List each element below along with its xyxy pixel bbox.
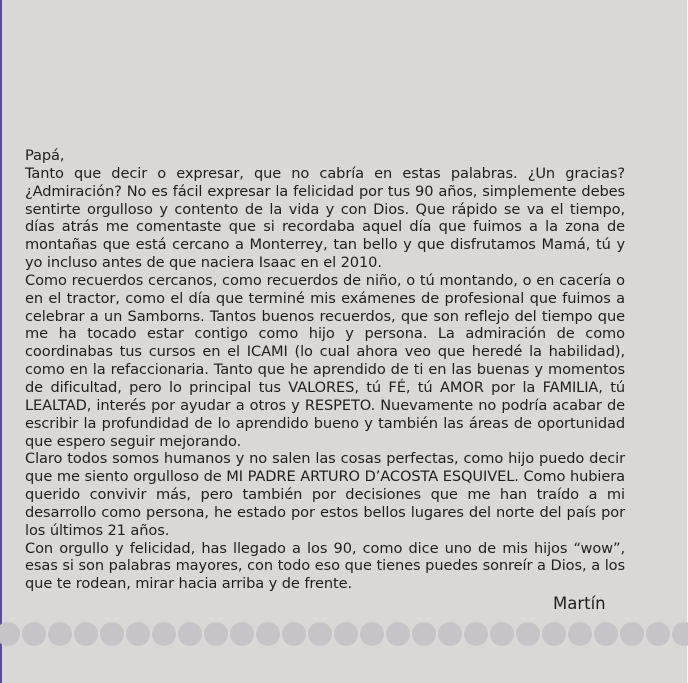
decorative-dot <box>204 622 228 646</box>
decorative-dot <box>360 622 384 646</box>
decorative-dot <box>282 622 306 646</box>
decorative-dot <box>48 622 72 646</box>
letter-signature: Martín <box>553 594 606 613</box>
decorative-dot <box>646 622 670 646</box>
decorative-dot <box>100 622 124 646</box>
letter-body <box>25 147 625 593</box>
decorative-dot <box>22 622 46 646</box>
decorative-dot <box>542 622 566 646</box>
decorative-dot <box>672 622 688 646</box>
decorative-dot <box>0 622 20 646</box>
letter-paragraph-2: Como recuerdos cercanos, como recuerdos de niño, o tú montando, o en cacería o en el tractor, como el día que terminé mis exámenes de profesional que fuimos a celebrar a un Samborns. Tantos buenos recuerdos, que son reflejo del tiempo que me ha tocado estar contigo como hijo y persona. La admiración de como coordinabas tus cursos en el ICAMI (lo cual ahora veo que heredé la habilidad), como en la refaccionaria. Tanto que he aprendido de ti en las buenas y momentos de dificultad, pero lo principal tus VALORES, tú FÉ, tú AMOR por la FAMILIA, tú LEALTAD, interés por ayudar a otros y RESPETO. Nuevamente no podría acabar de escribir la profundidad de lo aprendido bueno y también las áreas de oportunidad que espero seguir mejorando. <box>25 271 625 450</box>
decorative-dot <box>386 622 410 646</box>
letter-salutation: Papá, <box>25 147 65 164</box>
decorative-dot <box>230 622 254 646</box>
decorative-dot <box>178 622 202 646</box>
letter-paragraph-3: Claro todos somos humanos y no salen las cosas perfectas, como hijo puedo decir que me siento orgulloso de MI PADRE ARTURO D’ACOSTA ESQUIVEL. Como hubiera querido convivir más, pero también por decisiones que me han traído a mi desarrollo como persona, he estado por estos bellos lugares del norte del país por los últimos 21 años. <box>25 450 625 539</box>
decorative-dot <box>256 622 280 646</box>
letter-paragraph-1: Tanto que decir o expresar, que no cabría en estas palabras. ¿Un gracias? ¿Admiración? No es fácil expresar la felicidad por tus 90 años, simplemente debes sentirte orgulloso y contento de la vida y con Dios. Que rápido se va el tiempo, días atrás me comentaste que si recordaba aquel día que fuimos a la zona de montañas que está cercano a Monterrey, tan bello y que disfrutamos Mamá, tú y yo incluso antes de que naciera Isaac en el 2010. <box>25 164 625 272</box>
decorative-dot <box>412 622 436 646</box>
page-left-border <box>0 0 2 683</box>
decorative-dot-row <box>0 622 688 648</box>
decorative-dot <box>308 622 332 646</box>
letter-paragraph-4: Con orgullo y felicidad, has llegado a los 90, como dice uno de mis hijos “wow”, esas si son palabras mayores, con todo eso que tienes puedes sonreír a Dios, a los que te rodean, mirar hacia arriba y de frente. <box>25 539 625 593</box>
decorative-dot <box>568 622 592 646</box>
decorative-dot <box>464 622 488 646</box>
decorative-dot <box>490 622 514 646</box>
decorative-dot <box>334 622 358 646</box>
decorative-dot <box>594 622 618 646</box>
decorative-dot <box>620 622 644 646</box>
decorative-dot <box>516 622 540 646</box>
decorative-dot <box>152 622 176 646</box>
decorative-dot <box>126 622 150 646</box>
decorative-dot <box>74 622 98 646</box>
decorative-dot <box>438 622 462 646</box>
